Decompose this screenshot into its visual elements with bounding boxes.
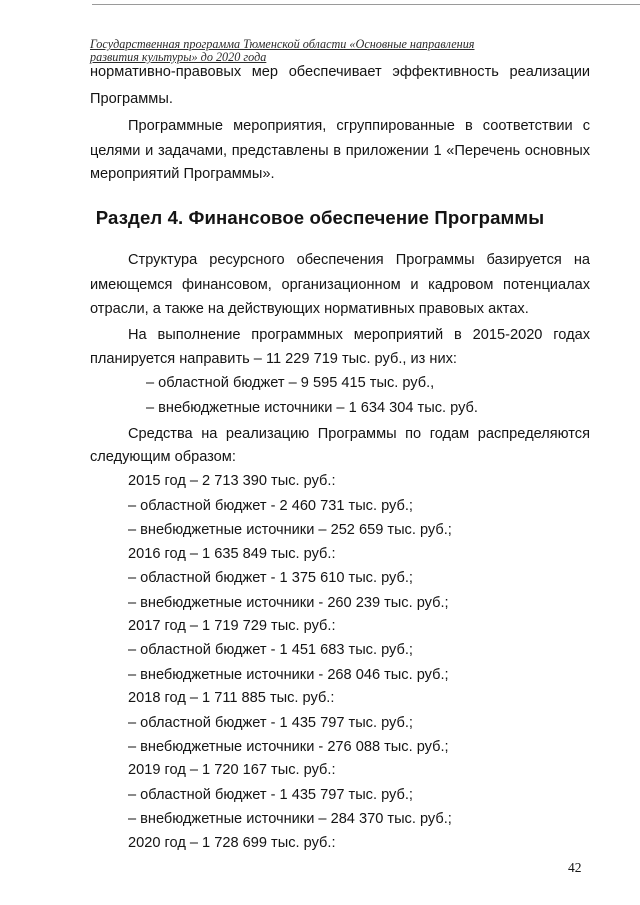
paragraph-line: Структура ресурсного обеспечения Программы базируется на (128, 252, 590, 268)
year-regional-budget: – областной бюджет - 1 435 797 тыс. руб.; (128, 787, 413, 803)
year-total: 2015 год – 2 713 390 тыс. руб.: (128, 473, 336, 489)
running-header-line-1: Государственная программа Тюменской области «Основные направления (90, 37, 475, 51)
running-header-line-2: развития культуры» до 2020 года (90, 50, 267, 64)
list-item: – областной бюджет – 9 595 415 тыс. руб., (146, 375, 435, 391)
page-number: 42 (568, 860, 582, 875)
year-total: 2020 год – 1 728 699 тыс. руб.: (128, 835, 336, 851)
year-extrabudget: – внебюджетные источники – 252 659 тыс. руб.; (128, 522, 452, 538)
section-title: Раздел 4. Финансовое обеспечение Программы (95, 207, 545, 228)
paragraph-line: Программные мероприятия, сгруппированные в соответствии с (128, 118, 590, 134)
year-total: 2018 год – 1 711 885 тыс. руб.: (128, 690, 335, 706)
year-extrabudget: – внебюджетные источники - 276 088 тыс. руб.; (128, 739, 449, 755)
top-rule (92, 4, 640, 5)
paragraph-line: Средства на реализацию Программы по годам распределяются (128, 426, 590, 442)
year-extrabudget: – внебюджетные источники – 284 370 тыс. руб.; (128, 811, 452, 827)
year-total: 2019 год – 1 720 167 тыс. руб.: (128, 762, 336, 778)
paragraph-line: Программы. (90, 91, 173, 107)
paragraph-line: На выполнение программных мероприятий в 2015-2020 годах (128, 327, 590, 343)
year-regional-budget: – областной бюджет - 1 435 797 тыс. руб.; (128, 715, 413, 731)
year-regional-budget: – областной бюджет - 1 451 683 тыс. руб.; (128, 642, 413, 658)
year-total: 2017 год – 1 719 729 тыс. руб.: (128, 618, 336, 634)
paragraph-line: планируется направить – 11 229 719 тыс. руб., из них: (90, 351, 457, 367)
year-total: 2016 год – 1 635 849 тыс. руб.: (128, 546, 336, 562)
paragraph-line: отрасли, а также на действующих нормативных правовых актах. (90, 301, 529, 317)
year-regional-budget: – областной бюджет - 1 375 610 тыс. руб.; (128, 570, 413, 586)
paragraph-line: следующим образом: (90, 449, 236, 465)
paragraph-line: нормативно-правовых мер обеспечивает эффективность реализации (90, 64, 590, 80)
year-regional-budget: – областной бюджет - 2 460 731 тыс. руб.; (128, 498, 413, 514)
paragraph-line: мероприятий Программы». (90, 166, 275, 182)
year-extrabudget: – внебюджетные источники - 268 046 тыс. руб.; (128, 667, 449, 683)
paragraph-line: целями и задачами, представлены в приложении 1 «Перечень основных (90, 143, 590, 159)
year-extrabudget: – внебюджетные источники - 260 239 тыс. руб.; (128, 595, 449, 611)
running-header (90, 38, 480, 64)
list-item: – внебюджетные источники – 1 634 304 тыс. руб. (146, 400, 478, 416)
paragraph-line: имеющемся финансовом, организационном и кадровом потенциалах (90, 277, 590, 293)
